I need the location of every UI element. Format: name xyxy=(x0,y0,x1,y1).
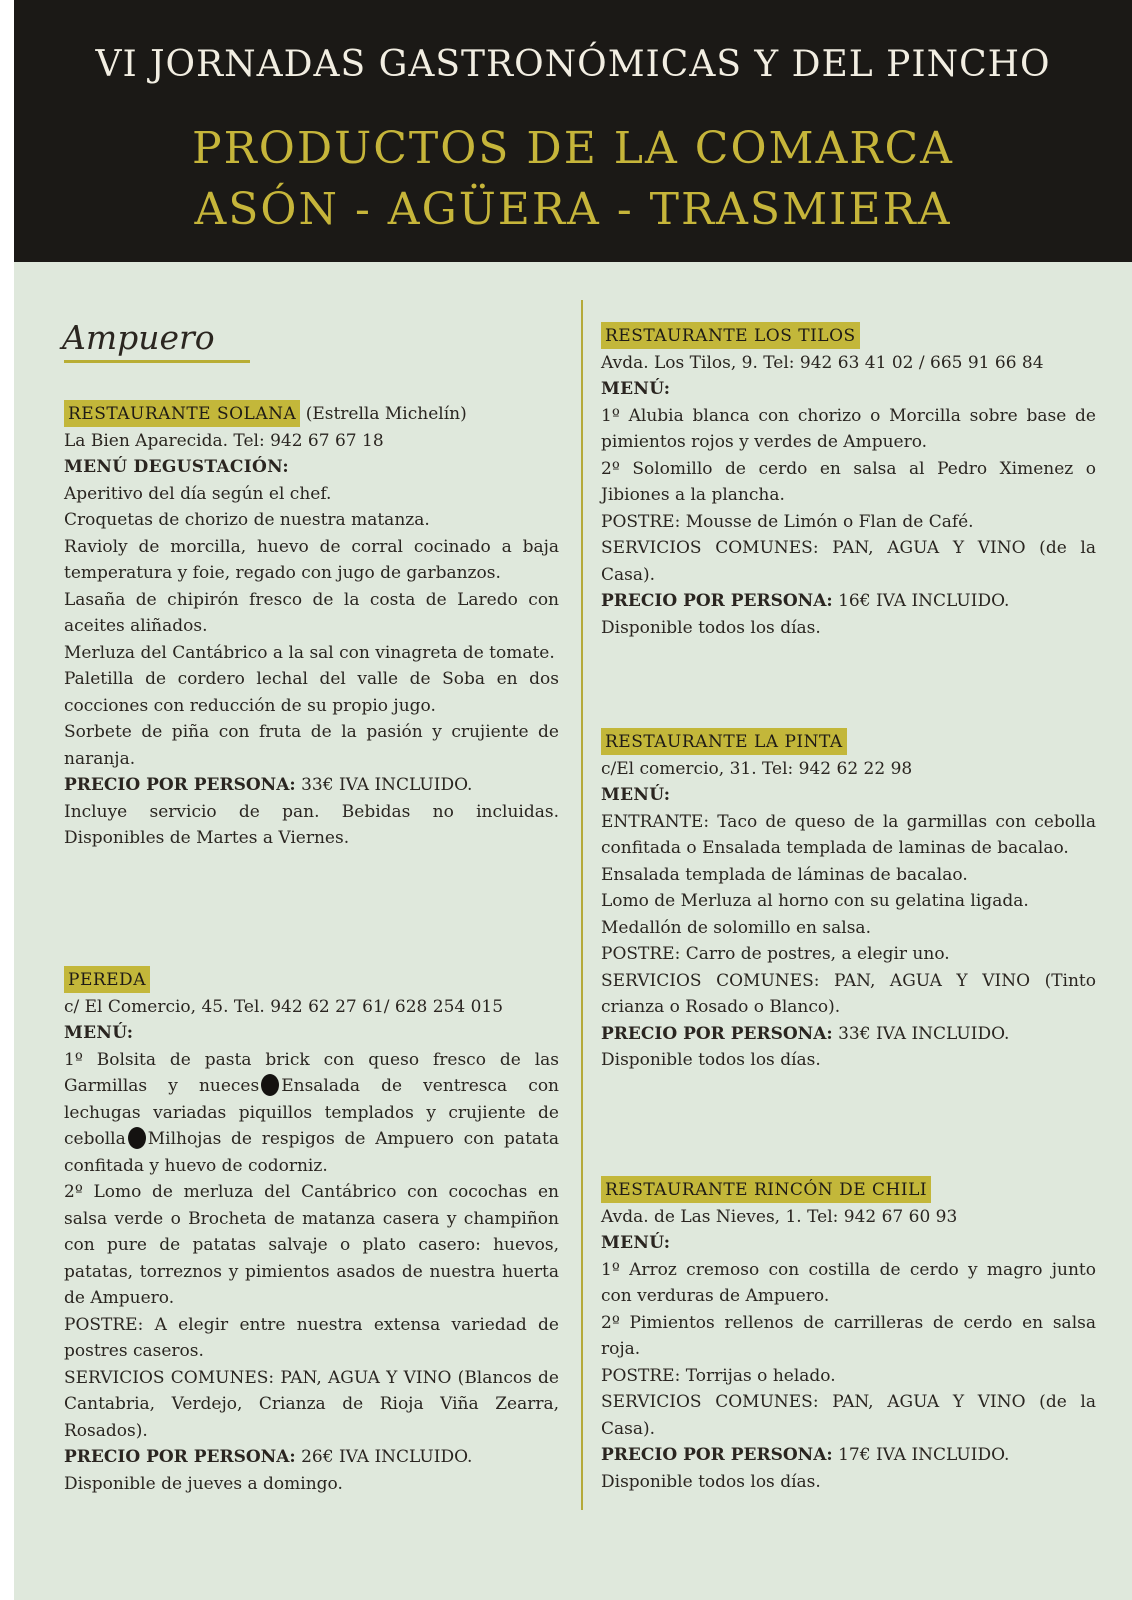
first-course-option-b: Ensalada de ventresca con lechugas variadas piquillos templados y crujiente de cebolla xyxy=(64,1076,559,1149)
price-value: 33€ IVA INCLUIDO. xyxy=(838,1023,1010,1044)
menu-item: Paletilla de cordero lechal del valle de Soba en dos cocciones con reducción de su propio jugo. xyxy=(64,669,559,716)
menu-title: MENÚ DEGUSTACIÓN: xyxy=(64,457,289,477)
availability: Disponible todos los días. xyxy=(601,1050,821,1070)
restaurant-note: (Estrella Michelín) xyxy=(305,404,467,424)
price-label: PRECIO POR PERSONA: xyxy=(601,1445,833,1465)
restaurant-address: Avda. de Las Nieves, 1. Tel: 942 67 60 93 xyxy=(601,1206,958,1227)
availability: Disponible todos los días. xyxy=(601,1471,821,1492)
restaurant-la-pinta xyxy=(601,728,1096,1074)
menu-item: Lasaña de chipirón fresco de la costa de Laredo con aceites aliñados. xyxy=(64,589,559,636)
price-value: 16€ IVA INCLUIDO. xyxy=(838,591,1010,611)
region-title: ASÓN - AGÜERA - TRASMIERA xyxy=(194,184,952,235)
menu-services: SERVICIOS COMUNES: PAN, AGUA Y VINO (de la Casa). xyxy=(601,538,1096,585)
town-heading: Ampuero xyxy=(62,318,215,357)
menu-title: MENÚ: xyxy=(64,1023,134,1043)
menu-services: SERVICIOS COMUNES: PAN, AGUA Y VINO (Tinto crianza o Rosado o Blanco). xyxy=(601,970,1096,1017)
restaurant-name: RESTAURANTE LA PINTA xyxy=(601,728,847,755)
price-line xyxy=(64,1444,559,1471)
menu-item: Lomo de Merluza al horno con su gelatina ligada. xyxy=(601,891,1029,911)
menu-second-course: 2º Solomillo de cerdo en salsa al Pedro Ximenez o Jibiones a la plancha. xyxy=(601,458,1096,505)
first-course-option-c: Milhojas de respigos de Ampuero con patata confitada y huevo de codorniz. xyxy=(64,1129,559,1176)
availability: Disponible todos los días. xyxy=(601,617,821,638)
price-value: 17€ IVA INCLUIDO. xyxy=(838,1445,1010,1465)
event-title: VI JORNADAS GASTRONÓMICAS Y DEL PINCHO xyxy=(95,44,1051,85)
products-title: PRODUCTOS DE LA COMARCA xyxy=(192,123,954,174)
menu-services: SERVICIOS COMUNES: PAN, AGUA Y VINO (Blancos de Cantabria, Verdejo, Crianza de Rioja Viña Zearra, Rosados). xyxy=(64,1367,559,1441)
restaurant-footer: Incluye servicio de pan. Bebidas no incluidas. Disponibles de Martes a Viernes. xyxy=(64,801,559,848)
price-value: 26€ IVA INCLUIDO. xyxy=(301,1447,473,1467)
price-label: PRECIO POR PERSONA: xyxy=(64,1447,296,1467)
menu-item: Sorbete de piña con fruta de la pasión y crujiente de naranja. xyxy=(64,722,559,769)
restaurant-name: RESTAURANTE RINCÓN DE CHILI xyxy=(601,1176,931,1203)
restaurant-rincon-de-chili xyxy=(601,1176,1096,1495)
menu-starter: ENTRANTE: Taco de queso de la garmillas con cebolla confitada o Ensalada templada de laminas de bacalao. xyxy=(601,811,1096,858)
restaurant-name: RESTAURANTE LOS TILOS xyxy=(601,322,860,349)
restaurant-pereda xyxy=(64,966,559,1497)
menu-dessert: POSTRE: A elegir entre nuestra extensa variedad de postres caseros. xyxy=(64,1314,559,1361)
price-line xyxy=(64,772,559,799)
availability: Disponible de jueves a domingo. xyxy=(64,1473,343,1494)
bullet-dot-icon xyxy=(128,1127,146,1149)
menu-item: Ravioly de morcilla, huevo de corral cocinado a baja temperatura y foie, regado con jugo de garbanzos. xyxy=(64,536,559,583)
menu-title: MENÚ: xyxy=(601,379,671,399)
menu-title: MENÚ: xyxy=(601,785,671,805)
menu-first-course: 1º Arroz cremoso con costilla de cerdo y magro junto con verduras de Ampuero. xyxy=(601,1259,1096,1306)
menu-item: Ensalada templada de láminas de bacalao. xyxy=(601,864,968,885)
menu-title: MENÚ: xyxy=(601,1233,671,1253)
restaurant-name: RESTAURANTE SOLANA xyxy=(64,400,300,427)
restaurant-address: c/ El Comercio, 45. Tel. 942 62 27 61/ 628 254 015 xyxy=(64,996,504,1017)
restaurant-address: c/El comercio, 31. Tel: 942 62 22 98 xyxy=(601,758,913,779)
restaurant-solana xyxy=(64,400,559,852)
bullet-dot-icon xyxy=(261,1074,279,1096)
restaurant-los-tilos xyxy=(601,322,1096,641)
price-label: PRECIO POR PERSONA: xyxy=(601,1023,833,1044)
menu-first-course xyxy=(64,1047,559,1180)
first-course-option-a: 1º Bolsita de pasta brick con queso fresco de las Garmillas y nueces xyxy=(64,1049,559,1096)
price-line xyxy=(601,588,1096,615)
menu-second-course: 2º Pimientos rellenos de carrilleras de cerdo en salsa roja. xyxy=(601,1312,1096,1359)
price-label: PRECIO POR PERSONA: xyxy=(601,591,833,611)
menu-dessert: POSTRE: Carro de postres, a elegir uno. xyxy=(601,944,950,964)
restaurant-address: La Bien Aparecida. Tel: 942 67 67 18 xyxy=(64,430,384,451)
menu-services: SERVICIOS COMUNES: PAN, AGUA Y VINO (de la Casa). xyxy=(601,1392,1096,1439)
column-divider xyxy=(581,300,583,1510)
town-underline xyxy=(64,360,250,363)
menu-item: Aperitivo del día según el chef. xyxy=(64,483,332,504)
menu-second-course: 2º Lomo de merluza del Cantábrico con cocochas en salsa verde o Brocheta de matanza casera y champiñon con pure de patatas salvaje o plato casero: huevos, patatas, torreznos y pimientos asados de nuestra huerta de Ampuero. xyxy=(64,1182,559,1308)
price-value: 33€ IVA INCLUIDO. xyxy=(301,775,473,795)
menu-item: Merluza del Cantábrico a la sal con vinagreta de tomate. xyxy=(64,642,555,663)
price-line xyxy=(601,1442,1096,1469)
brochure-page xyxy=(14,0,1132,1600)
menu-dessert: POSTRE: Torrijas o helado. xyxy=(601,1365,836,1386)
menu-item: Medallón de solomillo en salsa. xyxy=(601,917,871,938)
restaurant-name: PEREDA xyxy=(64,966,150,993)
price-line xyxy=(601,1021,1096,1048)
header-banner xyxy=(14,0,1132,262)
menu-first-course: 1º Alubia blanca con chorizo o Morcilla sobre base de pimientos rojos y verdes de Ampuero. xyxy=(601,405,1096,452)
restaurant-address: Avda. Los Tilos, 9. Tel: 942 63 41 02 / 665 91 66 84 xyxy=(601,352,1044,373)
menu-dessert: POSTRE: Mousse de Limón o Flan de Café. xyxy=(601,511,974,532)
menu-item: Croquetas de chorizo de nuestra matanza. xyxy=(64,510,430,530)
price-label: PRECIO POR PERSONA: xyxy=(64,775,296,795)
